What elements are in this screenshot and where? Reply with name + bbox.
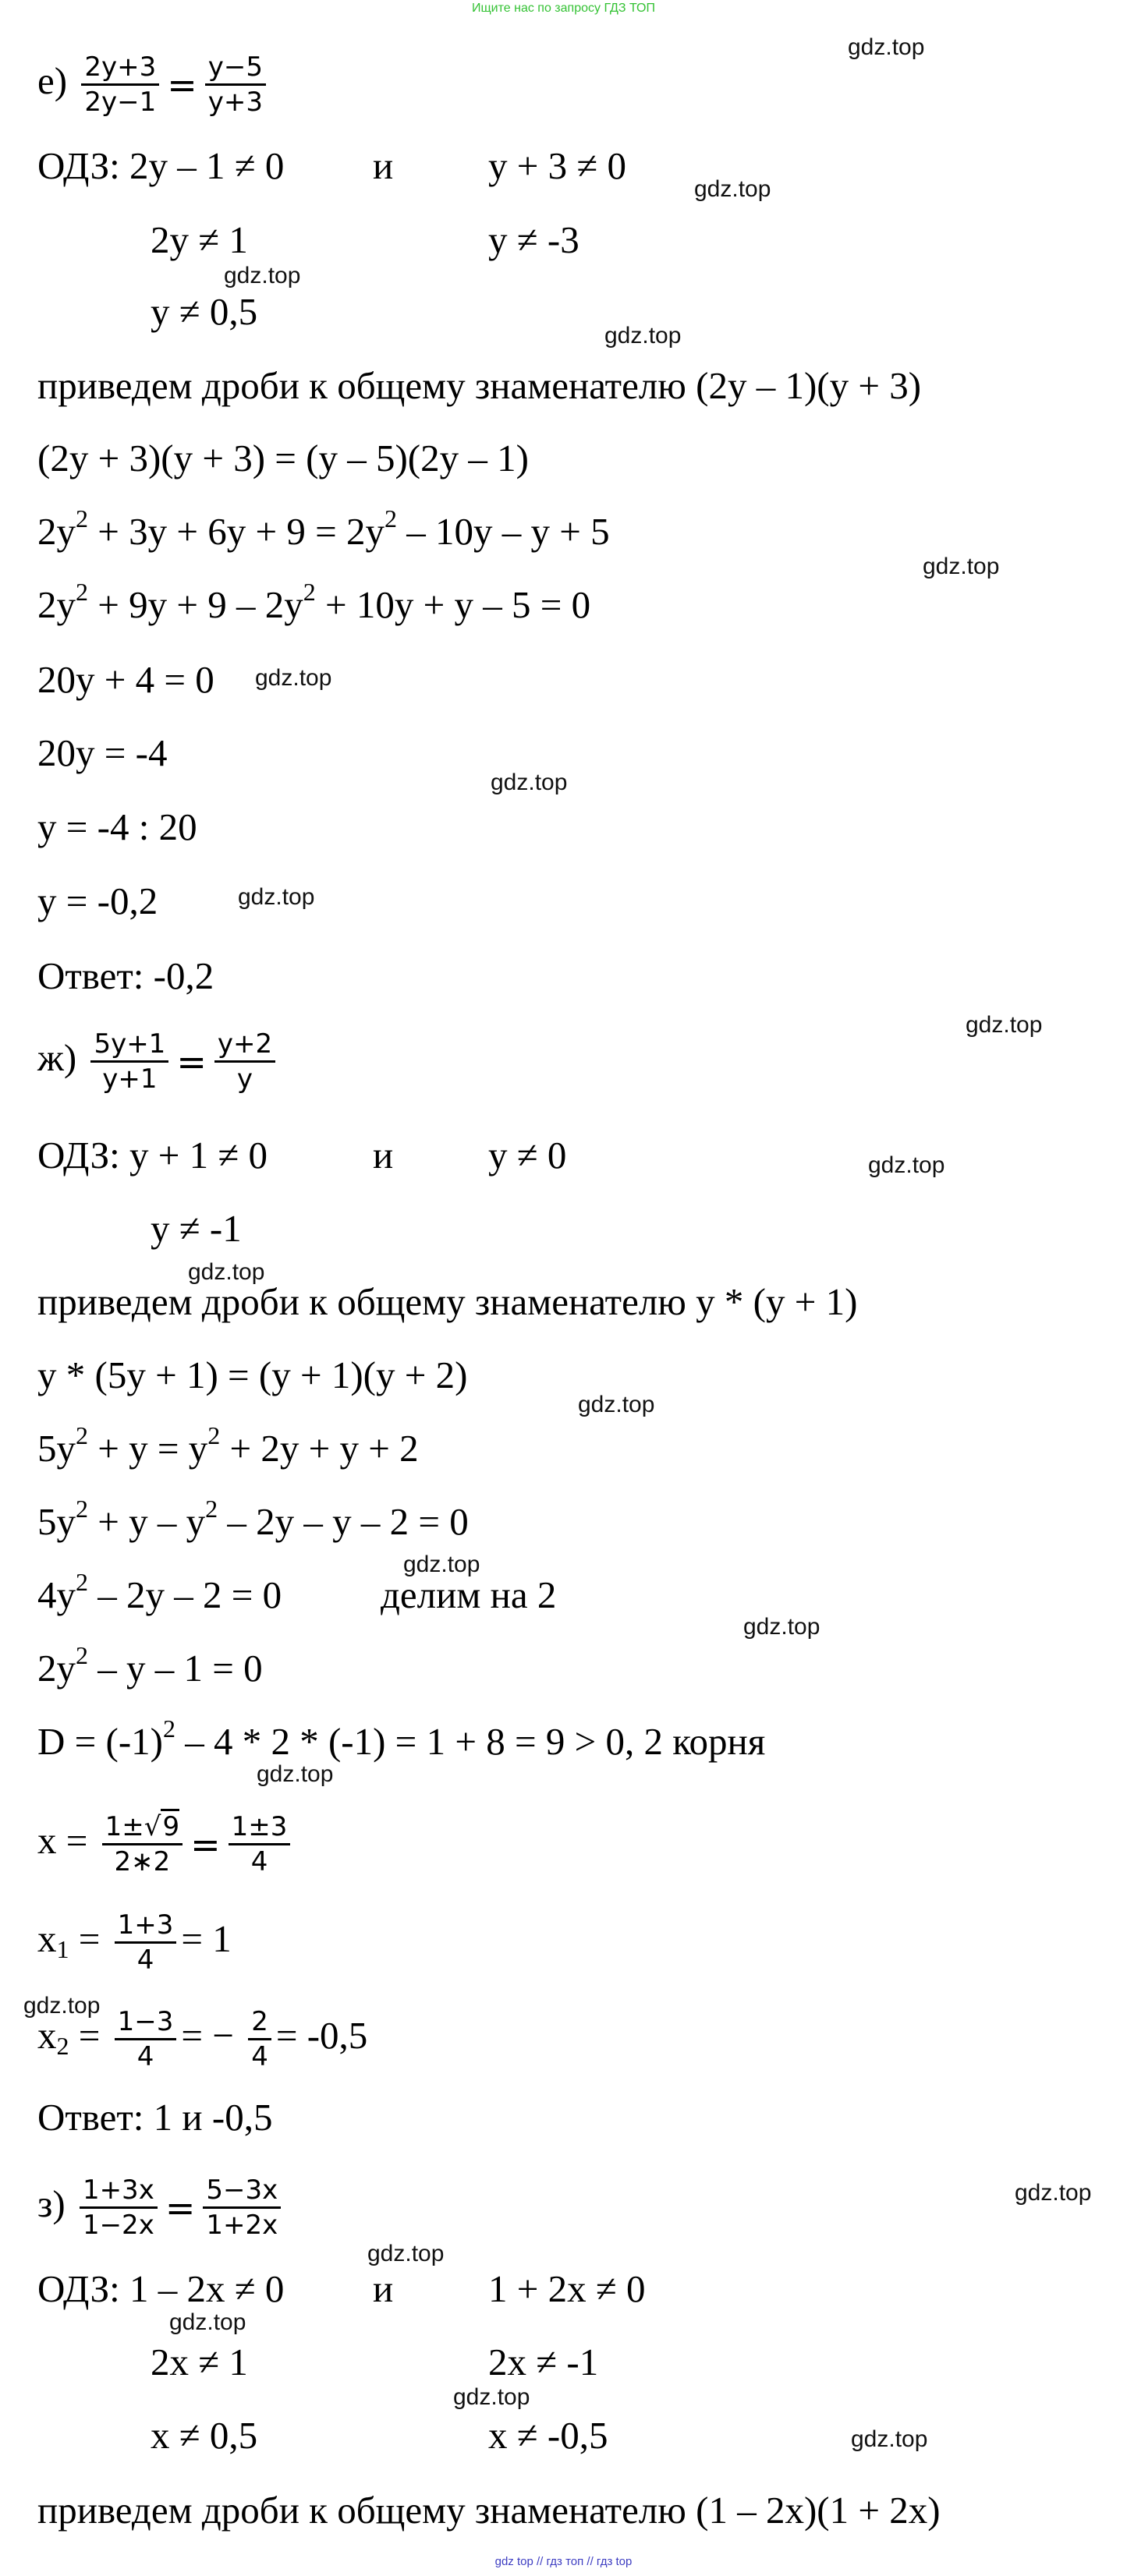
part-zh-odz-step2: y ≠ -1 <box>151 1207 242 1250</box>
part-e-label: е) <box>37 58 68 102</box>
part-e-answer: Ответ: -0,2 <box>37 954 214 997</box>
part-e-line3: $2y^2 + 9y + 9 - 2y^2 + 10y + y - 5 = 0$ <box>37 578 591 626</box>
part-zh-root-fraction-1: $\frac{1\pm√9}{2∗2}$ <box>102 1810 183 1878</box>
part-zh-right-fraction: $\frac{y+2}{y}$ <box>214 1028 275 1095</box>
part-e-odz-step2-left: 2y ≠ 1 <box>151 218 248 261</box>
part-e-line7: y = -0,2 <box>37 879 158 922</box>
part-z-left-fraction: $\frac{1+3x}{1-2x}$ <box>80 2174 158 2242</box>
part-z-odz-step2-left: 2x ≠ 1 <box>151 2341 248 2383</box>
watermark: gdz.top <box>851 2426 928 2452</box>
part-zh-and: и <box>373 1134 394 1177</box>
top-banner[interactable]: Ищите нас по запросу ГДЗ ТОП <box>472 2 655 15</box>
part-e-odz-right: y + 3 ≠ 0 <box>488 144 627 187</box>
part-z-common-denominator: приведем дроби к общему знаменателю (1 – 2x)(1 + 2x) <box>37 2489 941 2532</box>
watermark: gdz.top <box>255 665 332 691</box>
part-z-odz-step2-right: 2x ≠ -1 <box>488 2341 599 2383</box>
watermark: gdz.top <box>367 2241 445 2266</box>
watermark: gdz.top <box>966 1012 1043 1038</box>
part-zh-root-x1: $x_1$ = $\frac{1+3}{4}$ = 1 <box>37 1909 232 1976</box>
part-zh-common-denominator: приведем дроби к общему знаменателю y * (y + 1) <box>37 1280 858 1323</box>
bottom-banner[interactable]: gdz top // гдз топ // гдз top <box>494 2555 633 2568</box>
part-zh-divide-note: делим на 2 <box>381 1573 557 1616</box>
part-e-left-fraction: $\frac{2y+3}{2y-1}$ <box>81 51 159 119</box>
part-e-common-denominator: приведем дроби к общему знаменателю (2y – 1)(y + 3) <box>37 364 922 407</box>
watermark: gdz.top <box>848 34 925 60</box>
watermark: gdz.top <box>224 263 301 288</box>
part-z-right-fraction: $\frac{5-3x}{1+2x}$ <box>203 2174 281 2242</box>
part-z-odz-right: 1 + 2x ≠ 0 <box>488 2267 646 2310</box>
watermark: gdz.top <box>743 1614 820 1640</box>
watermark: gdz.top <box>578 1392 655 1417</box>
watermark: gdz.top <box>453 2384 530 2410</box>
watermark: gdz.top <box>257 1761 334 1787</box>
watermark: gdz.top <box>923 554 1000 579</box>
part-zh-line3: $5y^2 + y - y^2 - 2y - y - 2 = 0$ <box>37 1495 469 1543</box>
watermark: gdz.top <box>868 1152 945 1178</box>
part-zh-label: ж) <box>37 1035 77 1079</box>
watermark: gdz.top <box>23 1993 101 2019</box>
part-e-odz-step2-right: y ≠ -3 <box>488 218 579 261</box>
watermark: gdz.top <box>604 323 682 349</box>
part-zh-roots-formula: x = $\frac{1\pm√9}{2∗2}$ = $\frac{1\pm 3}{4}$ <box>37 1810 295 1878</box>
watermark: gdz.top <box>188 1259 265 1285</box>
watermark: gdz.top <box>694 176 771 202</box>
part-z-label: з) <box>37 2181 66 2225</box>
part-zh-line5: $2y^2 - y - 1 = 0$ <box>37 1641 263 1690</box>
part-zh-answer: Ответ: 1 и -0,5 <box>37 2096 273 2139</box>
part-zh-root-fraction-2: $\frac{1\pm 3}{4}$ <box>229 1810 291 1878</box>
watermark: gdz.top <box>491 770 568 795</box>
part-zh-equation: ж) $\frac{5y+1}{y+1}$ = $\frac{y+2}{y}$ <box>37 1028 280 1095</box>
part-z-odz-left: ОДЗ: 1 – 2x ≠ 0 <box>37 2267 285 2310</box>
watermark: gdz.top <box>1015 2180 1092 2206</box>
part-zh-root-x2: $x_2$ = $\frac{1-3}{4}$ = − $\frac{2}{4}$ = -0,5 <box>37 2006 368 2072</box>
part-z-equation: з) $\frac{1+3x}{1-2x}$ = $\frac{5-3x}{1+2x}$ <box>37 2174 285 2242</box>
part-zh-left-fraction: $\frac{5y+1}{y+1}$ <box>90 1028 168 1095</box>
part-zh-line4: $4y^2 - 2y - 2 = 0$ <box>37 1568 282 1616</box>
part-e-line1: (2y + 3)(y + 3) = (y – 5)(2y – 1) <box>37 437 529 479</box>
part-e-line6: y = -4 : 20 <box>37 805 197 848</box>
part-e-and: и <box>373 144 394 187</box>
part-z-and: и <box>373 2267 394 2310</box>
part-e-line4: 20y + 4 = 0 <box>37 658 214 701</box>
part-zh-discriminant: $D = (-1)^2 - 4 * 2 * (-1) = 1 + 8 = 9 > 0$, 2 корня <box>37 1714 766 1763</box>
part-e-line5: 20y = -4 <box>37 731 168 774</box>
part-zh-line1: y * (5y + 1) = (y + 1)(y + 2) <box>37 1353 468 1396</box>
part-e-equation: е) $\frac{2y+3}{2y-1}$ = $\frac{y-5}{y+3}$ <box>37 51 271 119</box>
part-z-odz-step3-left: x ≠ 0,5 <box>151 2414 258 2457</box>
watermark: gdz.top <box>169 2309 246 2335</box>
part-zh-odz-left: ОДЗ: y + 1 ≠ 0 <box>37 1134 268 1177</box>
watermark: gdz.top <box>238 884 315 910</box>
part-e-odz-left: ОДЗ: 2y – 1 ≠ 0 <box>37 144 285 187</box>
part-zh-odz-right: y ≠ 0 <box>488 1134 567 1177</box>
watermark: gdz.top <box>403 1552 480 1577</box>
part-zh-line2: $5y^2 + y = y^2 + 2y + y + 2$ <box>37 1421 419 1470</box>
part-e-odz-step3-left: y ≠ 0,5 <box>151 290 258 333</box>
part-e-line2: $2y^2 + 3y + 6y + 9 = 2y^2 - 10y - y + 5$ <box>37 504 610 553</box>
part-z-odz-step3-right: x ≠ -0,5 <box>488 2414 608 2457</box>
part-e-right-fraction: $\frac{y-5}{y+3}$ <box>205 51 266 119</box>
